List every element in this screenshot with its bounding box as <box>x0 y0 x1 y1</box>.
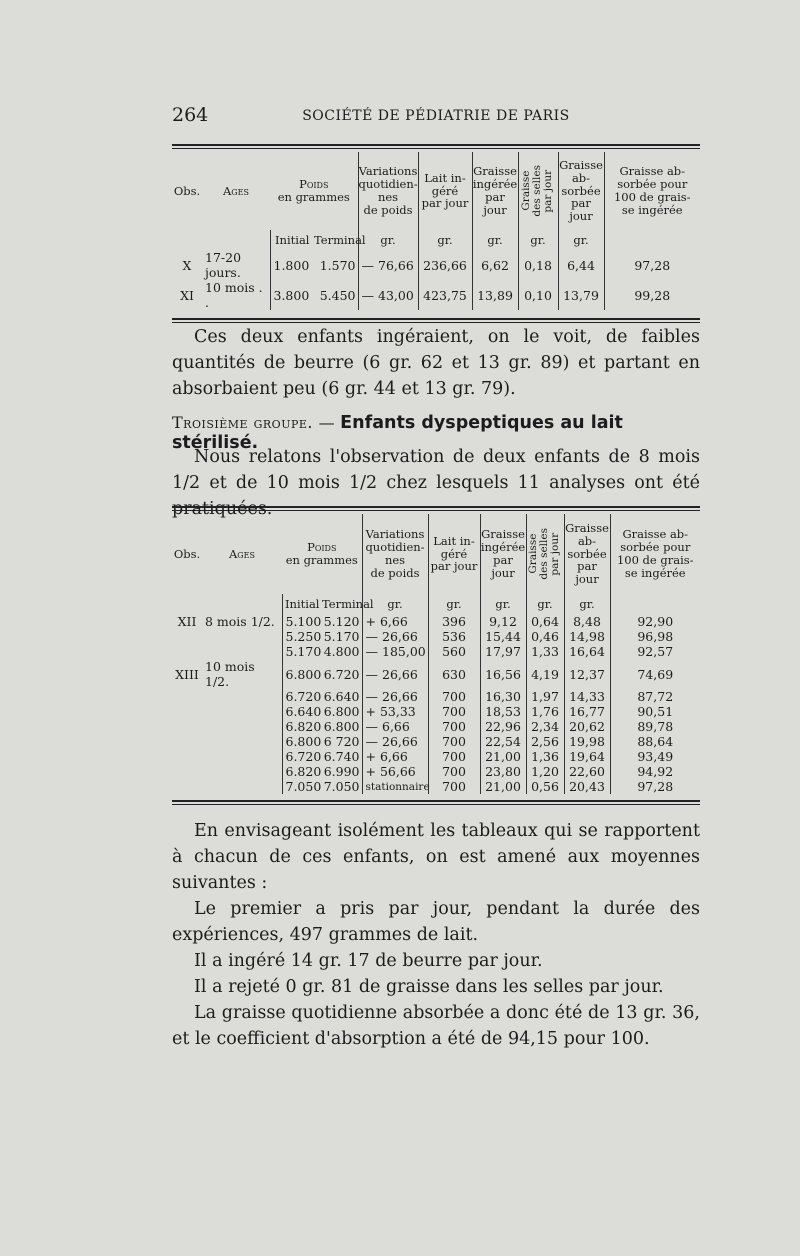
graisse-absorbee-cell: 6,44 <box>558 250 604 280</box>
initial-weight-cell: 6.720 <box>282 689 322 704</box>
lait-cell: 700 <box>428 734 480 749</box>
page-header <box>172 104 700 130</box>
initial-weight-cell: 5.100 <box>282 614 322 629</box>
unit-label: gr. <box>480 594 526 614</box>
lait-cell: 560 <box>428 644 480 659</box>
terminal-weight-cell: 6.990 <box>323 764 360 779</box>
graisse-selles-cell: 0,18 <box>518 250 558 280</box>
final-paragraph: En envisageant isolément les tableaux qui se rapportent à chacun de ces enfants, on est amené aux moyennes suivantes : <box>172 821 700 893</box>
terminal-weight-cell: 5.450 <box>319 287 356 303</box>
running-title: SOCIÉTÉ DE PÉDIATRIE DE PARIS <box>302 108 570 124</box>
initial-label: Initial <box>270 230 314 250</box>
coefficient-cell: 96,98 <box>610 629 700 644</box>
coefficient-cell: 94,92 <box>610 764 700 779</box>
terminal-weight-cell: 4.800 <box>323 644 360 659</box>
lait-cell: 700 <box>428 779 480 794</box>
terminal-weight-cell: 6.740 <box>323 749 360 764</box>
variation-cell: — 6,66 <box>362 719 428 734</box>
age-cell: 8 mois 1/2. <box>205 614 275 629</box>
initial-label: Initial <box>282 594 322 614</box>
unit-label: gr. <box>558 230 604 250</box>
coefficient-cell: 97,28 <box>604 250 700 280</box>
lait-cell: 396 <box>428 614 480 629</box>
initial-weight-cell: 6.720 <box>282 749 322 764</box>
final-paragraph: Il a rejeté 0 gr. 81 de graisse dans les selles par jour. <box>194 977 664 997</box>
lait-header: Lait in- géré par jour <box>428 514 480 594</box>
graisse-selles-cell: 0,56 <box>526 779 564 794</box>
obs-header: Obs. <box>173 183 201 198</box>
age-cell <box>202 704 282 719</box>
initial-weight-cell: 3.800 <box>270 280 314 310</box>
variation-cell: stationnaire <box>362 779 428 794</box>
table-row <box>172 734 700 749</box>
terminal-weight-cell: 5.120 <box>323 614 360 629</box>
obs-cell <box>172 704 202 719</box>
initial-weight-cell: 6.820 <box>282 764 322 779</box>
graisse-absorbee-header: Graisse ab- sorbée par jour <box>558 152 604 230</box>
age-cell <box>202 779 282 794</box>
poids-label: Poids <box>307 540 337 555</box>
graisse-selles-cell: 2,56 <box>526 734 564 749</box>
poids-label: Poids <box>299 177 329 192</box>
age-cell <box>202 629 282 644</box>
graisse-selles-cell: 2,34 <box>526 719 564 734</box>
graisse-absorbee-cell: 12,37 <box>564 659 610 689</box>
age-cell <box>202 644 282 659</box>
unit-label: gr. <box>358 230 418 250</box>
table-row <box>172 659 700 689</box>
table-row <box>172 280 700 310</box>
terminal-weight-cell: 6.640 <box>323 689 360 704</box>
unit-label: gr. <box>472 230 518 250</box>
obs-cell <box>172 734 202 749</box>
graisse-absorbee-cell: 16,64 <box>564 644 610 659</box>
graisse-ingeree-cell: 16,30 <box>480 689 526 704</box>
lait-cell: 700 <box>428 704 480 719</box>
obs-cell <box>172 764 202 779</box>
graisse-absorbee-cell: 22,60 <box>564 764 610 779</box>
coefficient-cell: 87,72 <box>610 689 700 704</box>
coefficient-cell: 99,28 <box>604 280 700 310</box>
graisse-selles-cell: 0,46 <box>526 629 564 644</box>
variations-header: Variations quotidien- nes de poids <box>362 514 428 594</box>
coefficient-cell: 92,57 <box>610 644 700 659</box>
table-row <box>172 779 700 794</box>
graisse-ingeree-cell: 21,00 <box>480 779 526 794</box>
variation-cell: — 185,00 <box>362 644 428 659</box>
obs-header: Obs. <box>173 546 201 561</box>
coefficient-cell: 89,78 <box>610 719 700 734</box>
terminal-weight-cell: 5.170 <box>323 629 360 644</box>
table-row <box>172 629 700 644</box>
section-title: Enfants dyspeptiques au lait stérilisé. <box>172 413 623 453</box>
graisse-absorbee-cell: 19,64 <box>564 749 610 764</box>
terminal-weight-cell: 1.570 <box>319 257 356 273</box>
table-row <box>172 764 700 779</box>
ages-header: Ages <box>222 183 250 198</box>
variation-cell: — 26,66 <box>362 734 428 749</box>
graisse-selles-cell: 1,33 <box>526 644 564 659</box>
ages-header: Ages <box>228 546 256 561</box>
table1-header-row <box>172 152 700 230</box>
unit-label: gr. <box>564 594 610 614</box>
table-row <box>172 749 700 764</box>
graisse-ingeree-cell: 22,54 <box>480 734 526 749</box>
graisse-selles-header: Graisse des selles par jour <box>526 514 564 594</box>
initial-weight-cell: 6.640 <box>282 704 322 719</box>
initial-weight-cell: 1.800 <box>270 250 314 280</box>
graisse-ingeree-cell: 23,80 <box>480 764 526 779</box>
unit-label: gr. <box>518 230 558 250</box>
graisse-absorbee-cell: 16,77 <box>564 704 610 719</box>
terminal-weight-cell: 7.050 <box>323 779 360 794</box>
final-paragraph: Le premier a pris par jour, pendant la durée des expériences, 497 grammes de lait. <box>172 899 700 945</box>
table2 <box>172 514 700 794</box>
lait-cell: 700 <box>428 689 480 704</box>
table2-unit-row <box>172 594 700 614</box>
graisse-ingeree-cell: 18,53 <box>480 704 526 719</box>
graisse-ingeree-header: Graisse ingérée par jour <box>472 152 518 230</box>
graisse-absorbee-cell: 14,33 <box>564 689 610 704</box>
initial-weight-cell: 6.800 <box>282 659 322 689</box>
table-row <box>172 704 700 719</box>
graisse-ingeree-cell: 22,96 <box>480 719 526 734</box>
unit-label: gr. <box>418 230 472 250</box>
terminal-weight-cell: 6.720 <box>323 666 360 682</box>
terminal-weight-cell: 6.800 <box>323 719 360 734</box>
obs-cell: XII <box>177 614 197 629</box>
table2-top-rule-thin <box>172 510 700 511</box>
variation-cell: + 56,66 <box>362 764 428 779</box>
table2-bottom-rule <box>172 800 700 802</box>
lait-cell: 536 <box>428 629 480 644</box>
initial-weight-cell: 5.250 <box>282 629 322 644</box>
age-cell <box>202 689 282 704</box>
graisse-ingeree-header: Graisse ingérée par jour <box>480 514 526 594</box>
graisse-absorbee-cell: 8,48 <box>564 614 610 629</box>
variation-cell: — 26,66 <box>362 689 428 704</box>
variation-cell: — 76,66 <box>358 250 418 280</box>
table-row <box>172 719 700 734</box>
graisse-ingeree-cell: 13,89 <box>472 280 518 310</box>
variation-cell: — 26,66 <box>362 629 428 644</box>
graisse-selles-cell: 4,19 <box>526 659 564 689</box>
graisse-pct-header: Graisse ab- sorbée pour 100 de grais- se ingérée <box>610 514 700 594</box>
table1-bottom-rule-thin <box>172 322 700 323</box>
graisse-absorbee-cell: 13,79 <box>558 280 604 310</box>
graisse-selles-cell: 1,36 <box>526 749 564 764</box>
age-cell <box>202 764 282 779</box>
graisse-ingeree-cell: 16,56 <box>480 659 526 689</box>
table2-header-row <box>172 514 700 594</box>
initial-weight-cell: 6.800 <box>282 734 322 749</box>
final-paragraph: Il a ingéré 14 gr. 17 de beurre par jour. <box>194 951 543 971</box>
terminal-label: Terminal <box>314 233 366 247</box>
graisse-absorbee-header: Graisse ab- sorbée par jour <box>564 514 610 594</box>
table1-top-rule <box>172 144 700 146</box>
final-paragraphs <box>172 818 700 1052</box>
table-row <box>172 644 700 659</box>
age-cell <box>202 719 282 734</box>
table2-top-rule <box>172 506 700 508</box>
poids-header <box>270 152 358 230</box>
table1-unit-row <box>172 230 700 250</box>
lait-cell: 236,66 <box>418 250 472 280</box>
graisse-selles-cell: 1,20 <box>526 764 564 779</box>
poids-sub-label: en grammes <box>285 553 358 567</box>
age-cell: 10 mois 1/2. <box>205 659 255 689</box>
unit-label: gr. <box>362 594 428 614</box>
initial-weight-cell: 5.170 <box>282 644 322 659</box>
age-cell: 17-20 jours. <box>205 250 242 280</box>
coefficient-cell: 74,69 <box>610 659 700 689</box>
variation-cell: + 53,33 <box>362 704 428 719</box>
initial-weight-cell: 6.820 <box>282 719 322 734</box>
graisse-ingeree-cell: 6,62 <box>472 250 518 280</box>
paragraph-1-text: Ces deux enfants ingéraient, on le voit, de faibles quantités de beurre (6 gr. 62 et 13 gr. 89) et partant en absorbaient peu (6 gr. 44 et 13 gr. 79). <box>172 327 700 399</box>
table-row <box>172 250 700 280</box>
graisse-absorbee-cell: 14,98 <box>564 629 610 644</box>
terminal-label: Terminal <box>322 597 374 611</box>
obs-cell <box>172 644 202 659</box>
page-number: 264 <box>172 104 209 126</box>
terminal-weight-cell: 6.800 <box>323 704 360 719</box>
obs-cell: XI <box>180 287 194 303</box>
lait-cell: 700 <box>428 749 480 764</box>
obs-cell: XIII <box>175 666 199 682</box>
terminal-weight-cell: 6 720 <box>323 734 360 749</box>
graisse-absorbee-cell: 20,62 <box>564 719 610 734</box>
variation-cell: — 26,66 <box>362 659 428 689</box>
coefficient-cell: 93,49 <box>610 749 700 764</box>
lait-cell: 630 <box>428 659 480 689</box>
poids-header <box>282 514 362 594</box>
age-cell <box>202 749 282 764</box>
obs-cell <box>172 779 202 794</box>
table1-bottom-rule <box>172 318 700 320</box>
table1 <box>172 152 700 310</box>
age-cell: 10 mois . . <box>205 280 263 310</box>
paragraph-2-text: Nous relatons l'observation de deux enfants de 8 mois 1/2 et de 10 mois 1/2 chez lesquels 11 analyses ont été pratiquées. <box>172 447 700 519</box>
table1-top-rule-thin <box>172 148 700 149</box>
table-row <box>172 689 700 704</box>
graisse-ingeree-cell: 9,12 <box>480 614 526 629</box>
obs-cell: X <box>182 257 192 273</box>
graisse-selles-cell: 0,10 <box>518 280 558 310</box>
lait-cell: 700 <box>428 719 480 734</box>
variations-header: Variations quotidien- nes de poids <box>358 152 418 230</box>
coefficient-cell: 90,51 <box>610 704 700 719</box>
variation-cell: — 43,00 <box>358 280 418 310</box>
graisse-absorbee-cell: 19,98 <box>564 734 610 749</box>
paragraph-1 <box>172 324 700 402</box>
obs-cell <box>172 689 202 704</box>
coefficient-cell: 97,28 <box>610 779 700 794</box>
unit-label: gr. <box>526 594 564 614</box>
graisse-selles-cell: 1,97 <box>526 689 564 704</box>
obs-cell <box>172 749 202 764</box>
variation-cell: + 6,66 <box>362 749 428 764</box>
section-label: Troisième groupe. — <box>172 413 336 432</box>
graisse-selles-cell: 0,64 <box>526 614 564 629</box>
graisse-ingeree-cell: 15,44 <box>480 629 526 644</box>
graisse-selles-header: Graisse des selles par jour <box>518 152 558 230</box>
graisse-selles-cell: 1,76 <box>526 704 564 719</box>
coefficient-cell: 92,90 <box>610 614 700 629</box>
age-cell <box>202 734 282 749</box>
table-row <box>172 614 700 629</box>
coefficient-cell: 88,64 <box>610 734 700 749</box>
variation-cell: + 6,66 <box>362 614 428 629</box>
table2-bottom-rule-thin <box>172 804 700 805</box>
obs-cell <box>172 719 202 734</box>
lait-header: Lait in- géré par jour <box>418 152 472 230</box>
initial-weight-cell: 7.050 <box>282 779 322 794</box>
graisse-ingeree-cell: 21,00 <box>480 749 526 764</box>
graisse-ingeree-cell: 17,97 <box>480 644 526 659</box>
unit-label: gr. <box>428 594 480 614</box>
graisse-pct-header: Graisse ab- sorbée pour 100 de grais- se ingérée <box>604 152 700 230</box>
lait-cell: 700 <box>428 764 480 779</box>
poids-sub-label: en grammes <box>277 190 350 204</box>
final-paragraph: La graisse quotidienne absorbée a donc été de 13 gr. 36, et le coefficient d'absorption a été de 94,15 pour 100. <box>172 1003 700 1049</box>
obs-cell <box>172 629 202 644</box>
lait-cell: 423,75 <box>418 280 472 310</box>
graisse-absorbee-cell: 20,43 <box>564 779 610 794</box>
